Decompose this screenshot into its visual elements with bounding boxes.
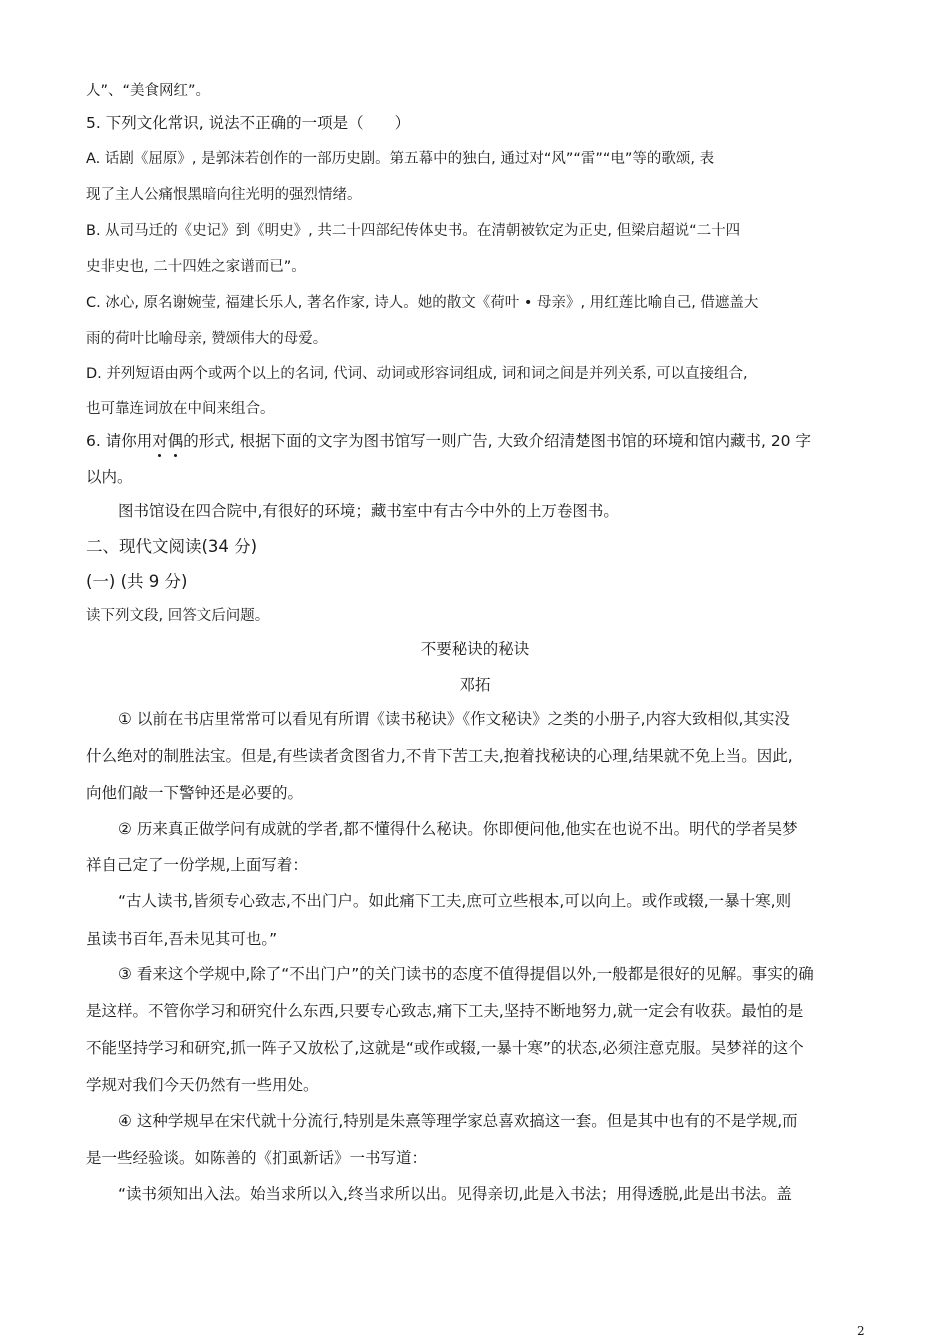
option-a-line-1: A. 话剧《屈原》, 是郭沫若创作的一部历史剧。第五幕中的独白, 通过对“风”“雷”“电”等的歌颂, 表 <box>86 151 715 167</box>
page-number: 2 <box>857 1324 865 1338</box>
article-author: 邓拓 <box>459 676 491 694</box>
option-a-line-2: 现了主人公痛恨黑暗向往光明的强烈情绪。 <box>86 187 362 203</box>
article-quote-line: 虽读书百年,吾未见其可也。” <box>86 930 278 948</box>
article-quote-line: “读书须知出入法。始当求所以入,终当求所以出。见得亲切,此是入书法；用得透脱,此是出书法。盖 <box>118 1185 792 1203</box>
text-line: 人”、“美食网红”。 <box>86 83 211 99</box>
article-paragraph-line: 是一些经验谈。如陈善的《扪虱新话》一书写道： <box>86 1149 428 1167</box>
emphasis-dot-char: 对 <box>152 432 168 450</box>
question-6-material: 图书馆设在四合院中,有很好的环境；藏书室中有古今中外的上万卷图书。 <box>118 502 619 520</box>
option-d-line-1: D. 并列短语由两个或两个以上的名词, 代词、动词或形容词组成, 词和词之间是并列关系, 可以直接组合, <box>86 366 748 382</box>
article-paragraph-line: 什么绝对的制胜法宝。但是,有些读者贪图省力,不肯下苦工夫,抱着找秘诀的心理,结果就不免上当。因此, <box>86 747 793 765</box>
article-paragraph-line: ④ 这种学规早在宋代就十分流行,特别是朱熹等理学家总喜欢搞这一套。但是其中也有的不是学规,而 <box>118 1112 798 1130</box>
article-paragraph-line: 祥自己定了一份学规,上面写着： <box>86 856 308 874</box>
question-6-prefix: 6. 请你用 <box>86 432 153 450</box>
sub-section-heading: (一) (共 9 分) <box>86 572 188 591</box>
article-paragraph-line: ③ 看来这个学规中,除了“不出门户”的关门读书的态度不值得提倡以外,一般都是很好的见解。事实的确 <box>118 965 814 983</box>
option-b-line-2: 史非史也, 二十四姓之家谱而已”。 <box>86 259 306 275</box>
article-paragraph-line: ② 历来真正做学问有成就的学者,都不懂得什么秘诀。你即便问他,他实在也说不出。明代的学者吴梦 <box>118 820 798 838</box>
emphasis-dot-char: 偶 <box>167 432 184 450</box>
article-quote-line: “古人读书,皆须专心致志,不出门户。如此痛下工夫,庶可立些根本,可以向上。或作或辍,一暴十寒,则 <box>118 892 792 910</box>
article-title: 不要秘诀的秘诀 <box>420 640 530 658</box>
article-paragraph-line: 向他们敲一下警钟还是必要的。 <box>86 784 304 802</box>
question-5-stem: 5. 下列文化常识, 说法不正确的一项是（ ） <box>86 114 411 132</box>
article-paragraph-line: 不能坚持学习和研究,抓一阵子又放松了,这就是“或作或辍,一暴十寒”的状态,必须注意克服。吴梦祥的这个 <box>86 1039 804 1057</box>
article-paragraph-line: 是这样。不管你学习和研究什么东西,只要专心致志,痛下工夫,坚持不断地努力,就一定会有收获。最怕的是 <box>86 1002 804 1020</box>
option-d-line-2: 也可靠连词放在中间来组合。 <box>86 401 275 417</box>
option-c-line-1: C. 冰心, 原名谢婉莹, 福建长乐人, 著名作家, 诗人。她的散文《荷叶 • 母亲》, 用红莲比喻自己, 借遮盖大 <box>86 295 759 311</box>
option-c-line-2: 雨的荷叶比喻母亲, 赞颂伟大的母爱。 <box>86 331 328 347</box>
question-6-suffix: 的形式, 根据下面的文字为图书馆写一则广告, 大致介绍清楚图书馆的环境和馆内藏书, 20 字 <box>183 432 811 450</box>
article-paragraph-line: 学规对我们今天仍然有一些用处。 <box>86 1076 319 1094</box>
section-heading: 二、现代文阅读(34 分) <box>86 537 258 556</box>
reading-instruction: 读下列文段, 回答文后问题。 <box>86 608 270 624</box>
option-b-line-1: B. 从司马迁的《史记》到《明史》, 共二十四部纪传体史书。在清朝被钦定为正史, 但梁启超说“二十四 <box>86 223 741 239</box>
article-paragraph-line: ① 以前在书店里常常可以看见有所谓《读书秘诀》《作文秘诀》之类的小册子,内容大致相似,其实没 <box>118 710 790 728</box>
question-6-stem-line-2: 以内。 <box>86 468 133 486</box>
question-6-stem <box>86 434 811 450</box>
